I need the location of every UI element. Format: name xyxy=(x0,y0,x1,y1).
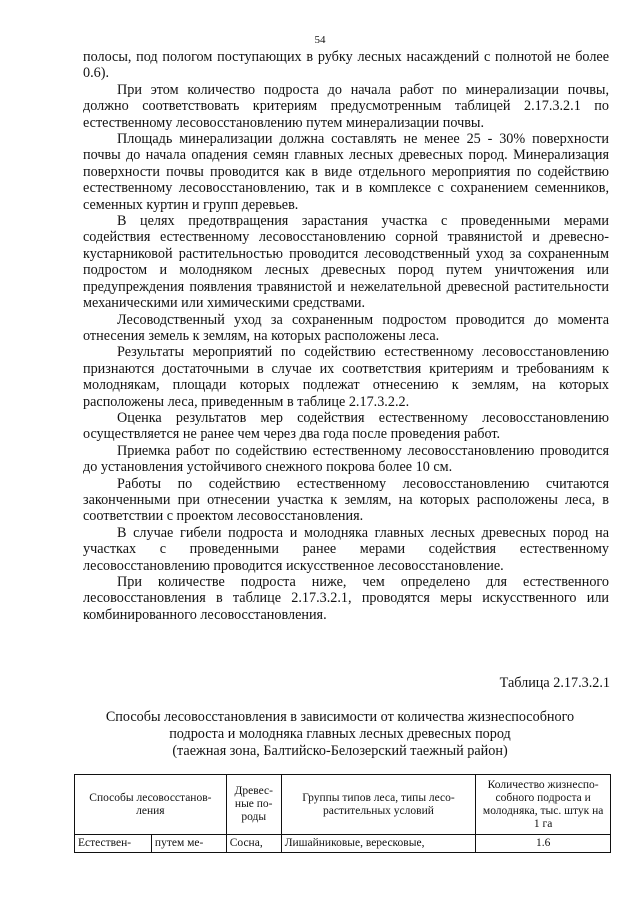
paragraph: В целях предотвращения зарастания участка с проведенными мерами содействия естественному лесовосстановлению сорной травянистой и древесно-кустарниковой растительностью проводится лесоводственный уход за сохраненным подростом и молодняком лесных древесных пород путем уничтожения или предупреждения появления травянистой и нежелательной древесной растительности механическими или химическими средствами. xyxy=(83,213,609,312)
table-row xyxy=(75,835,611,853)
table-title-line: (таежная зона, Балтийско-Белозерский таежный район) xyxy=(172,743,508,759)
table-cell: Естествен- xyxy=(75,835,152,853)
paragraph: полосы, под пологом поступающих в рубку лесных насаждений с полнотой не более 0.6). xyxy=(83,49,609,82)
header-cell: Количество жизнеспо-собного подроста и молодняка, тыс. штук на 1 га xyxy=(476,775,611,835)
table-title-line: Способы лесовосстановления в зависимости от количества жизнеспособного xyxy=(105,709,575,725)
document-body xyxy=(83,49,609,623)
paragraph: Оценка результатов мер содействия естественному лесовосстановлению осуществляется не ранее чем через два года после проведения работ. xyxy=(83,409,609,443)
paragraph: Результаты мероприятий по содействию естественному лесовосстановлению признаются достаточными в случае их соответствия критериям и требованиям к молоднякам, площади которых подлежат отнесению к землям, на которых расположены леса, приведенным в таблице 2.17.3.2.2. xyxy=(83,344,609,410)
header-cell: Древес-ные по-роды xyxy=(226,775,281,835)
header-cell: Группы типов леса, типы лесо-растительных условий xyxy=(281,775,476,835)
paragraph: При количестве подроста ниже, чем определено для естественного лесовосстановления в таблице 2.17.3.2.1, проводятся меры искусственного или комбинированного лесовосстановления. xyxy=(83,574,609,623)
paragraph: Площадь минерализации должна составлять не менее 25 - 30% поверхности почвы до начала опадения семян главных лесных древесных пород. Минерализация поверхности почвы проводится как в виде отдельного мероприятия по содействию естественному лесовосстановлению, так и в комплексе с сохранением семенников, семенных куртин и групп деревьев. xyxy=(83,131,609,213)
table-cell: 1.6 xyxy=(476,835,611,853)
paragraph: При этом количество подроста до начала работ по минерализации почвы, должно соответствовать критериям предусмотренным таблицей 2.17.3.2.1 по естественному лесовосстановлению путем минерализации почвы. xyxy=(83,81,609,131)
reforestation-table xyxy=(74,774,611,853)
table-cell: Сосна, xyxy=(226,835,281,853)
table-title-line: подроста и молодняка главных лесных древесных пород xyxy=(169,726,511,742)
table-cell: Лишайниковые, вересковые, xyxy=(281,835,476,853)
page-number: 54 xyxy=(314,34,326,46)
table-cell: путем ме- xyxy=(151,835,226,853)
paragraph: Приемка работ по содействию естественному лесовосстановлению проводится до установления устойчивого снежного покрова более 10 см. xyxy=(83,442,609,476)
header-cell: Способы лесовосстанов-ления xyxy=(75,775,227,835)
paragraph: Работы по содействию естественному лесовосстановлению считаются законченными при отнесении участка к землям, на которых расположены леса, в соответствии с проектом лесовосстановления. xyxy=(83,475,609,525)
table-title xyxy=(60,709,620,760)
table-header-row xyxy=(75,775,611,835)
table-caption: Таблица 2.17.3.2.1 xyxy=(499,675,610,691)
paragraph: Лесоводственный уход за сохраненным подростом проводится до момента отнесения земель к землям, на которых расположены леса. xyxy=(83,311,609,344)
paragraph: В случае гибели подроста и молодняка главных лесных древесных пород на участках с проведенными ранее мерами содействия естественному лесовосстановлению проводится искусственное лесовосстановление. xyxy=(83,524,609,574)
